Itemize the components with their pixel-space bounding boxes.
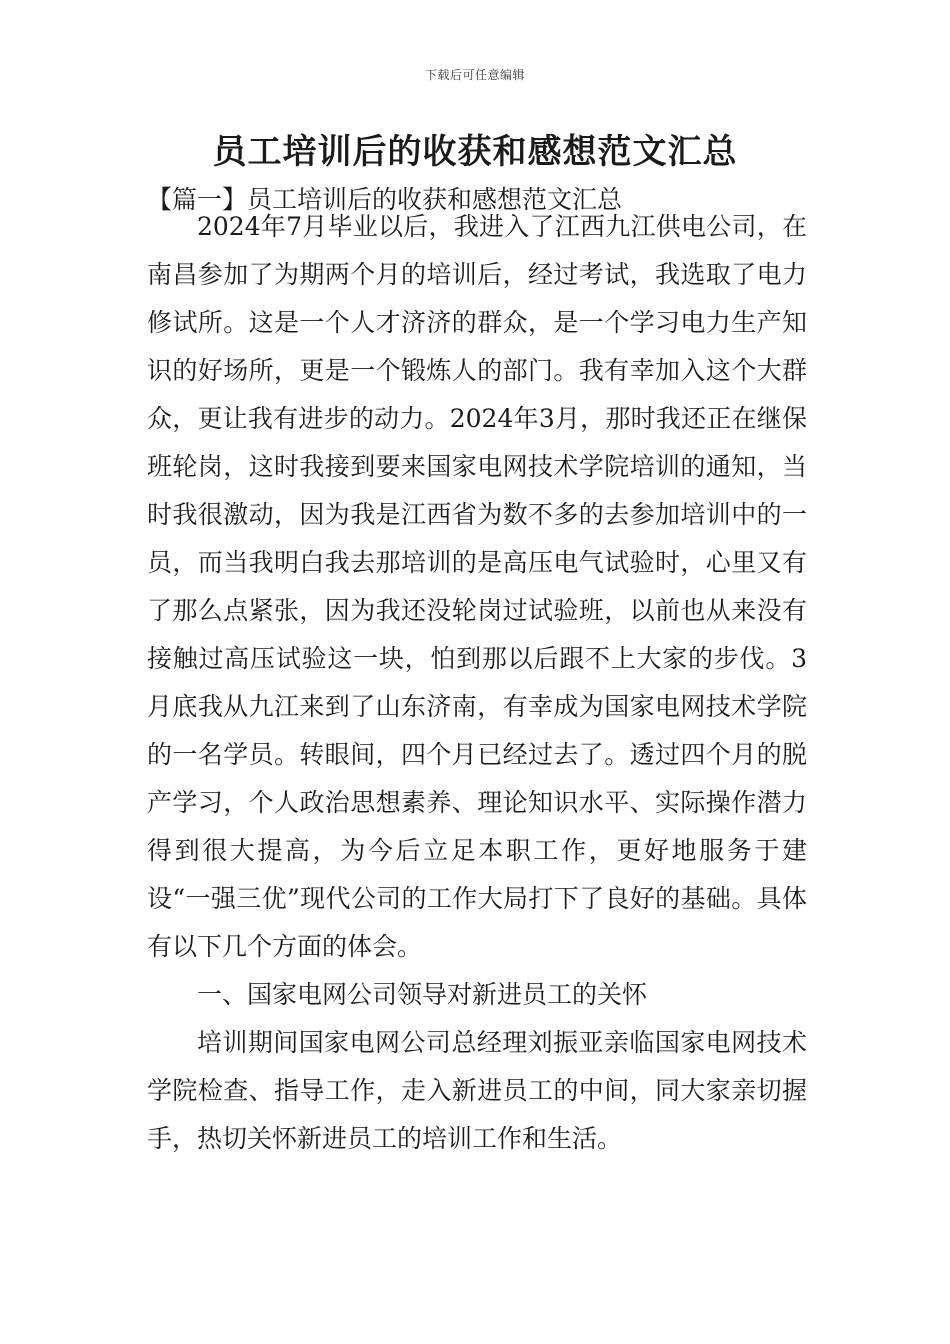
paragraph: 培训期间国家电网公司总经理刘振亚亲临国家电网技术学院检查、指导工作，走入新进员工的中间，同大家亲切握手，热切关怀新进员工的培训工作和生活。 — [147, 1028, 807, 1153]
paragraph: 2024年7月毕业以后，我进入了江西九江供电公司，在南昌参加了为期两个月的培训后，经过考试，我选取了电力修试所。这是一个人才济济的群众，是一个学习电力生产知识的好场所，更是一个锻炼人的部门。我有幸加入这个大群众，更让我有进步的动力。2024年3月，那时我还正在继保班轮岗，这时我接到要来国家电网技术学院培训的通知，当时我很激动，因为我是江西省为数不多的去参加培训中的一员，而当我明白我去那培训的是高压电气试验时，心里又有了那么点紧张，因为我还没轮岗过试验班，以前也从来没有接触过高压试验这一块，怕到那以后跟不上大家的步伐。3月底我从九江来到了山东济南，有幸成为国家电网技术学院的一名学员。转眼间，四个月已经过去了。透过四个月的脱产学习，个人政治思想素养、理论知识水平、实际操作潜力得到很大提高，为今后立足本职工作，更好地服务于建设“一强三优”现代公司的工作大局打下了良好的基础。具体有以下几个方面的体会。 — [147, 212, 807, 961]
section-heading: 【篇一】员工培训后的收获和感想范文汇总 — [147, 185, 623, 214]
document-body — [147, 203, 807, 1163]
paragraph-subheading: 一、国家电网公司领导对新进员工的关怀 — [197, 980, 648, 1009]
document-title: 员工培训后的收获和感想范文汇总 — [212, 132, 738, 172]
page-header-note: 下载后可任意编辑 — [424, 68, 525, 82]
